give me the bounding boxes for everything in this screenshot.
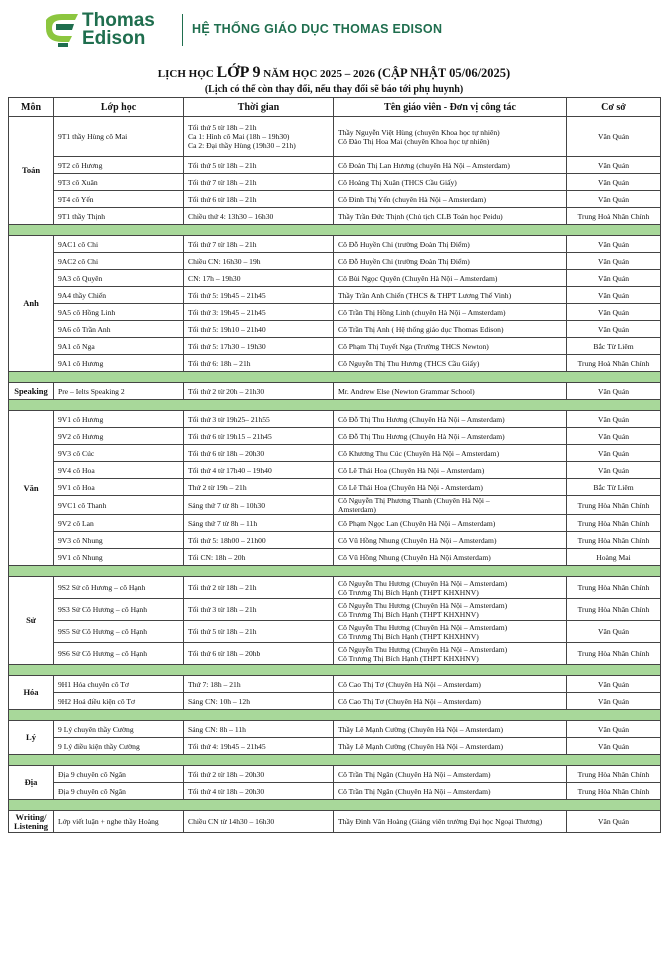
time-cell-line: Tối thứ 3: 19h45 – 21h45 [188,307,266,317]
teacher-cell-line: Thầy Lê Mạnh Cường (Chuyên Hà Nội – Amsterdam) [338,724,504,734]
time-cell [184,117,334,157]
class-cell: 9V1 cô Hương [54,411,184,428]
location-cell: Hoàng Mai [567,549,661,566]
time-cell [184,191,334,208]
class-cell: 9H1 Hóa chuyên cô Tơ [54,676,184,693]
class-cell: 9S6 Sử Cô Hương – cô Hạnh [54,643,184,665]
class-cell: Địa 9 chuyên cô Ngân [54,766,184,783]
class-cell: Địa 9 chuyên cô Ngân [54,783,184,800]
table-row [9,693,661,710]
time-cell [184,157,334,174]
location-cell: Trung Hoà Nhân Chính [567,355,661,372]
teacher-cell-line: Cô Đỗ Huyền Chi (trường Đoàn Thị Điểm) [338,239,470,249]
location-cell: Văn Quán [567,462,661,479]
location-cell: Văn Quán [567,287,661,304]
time-cell-line: Tối thứ 5: 19h45 – 21h45 [188,290,266,300]
table-row [9,811,661,833]
table-row [9,738,661,755]
brand-name [82,12,155,48]
teacher-cell-line: Mr. Andrew Else (Newton Grammar School) [338,386,475,396]
teacher-cell [334,721,567,738]
teacher-cell [334,270,567,287]
class-cell: 9A1 cô Nga [54,338,184,355]
table-row [9,676,661,693]
class-cell: 9A6 cô Trần Anh [54,321,184,338]
location-cell: Văn Quán [567,445,661,462]
class-cell: Pre – Ielts Speaking 2 [54,383,184,400]
table-row [9,783,661,800]
brand-line-1: Thomas [82,10,155,31]
class-cell: 9T1 thầy Hùng cô Mai [54,117,184,157]
teacher-cell [334,496,567,515]
teacher-cell-line: Cô Đinh Thị Yến (chuyên Hà Nội – Amsterdam) [338,194,487,204]
section-separator [9,710,661,721]
separator-cell [9,755,661,766]
table-row [9,766,661,783]
schedule-body [9,117,661,833]
time-cell [184,738,334,755]
teacher-cell [334,287,567,304]
subject-cell: Writing/ Listening [9,811,54,833]
teacher-cell [334,643,567,665]
class-cell: 9V1 cô Nhung [54,549,184,566]
time-cell [184,338,334,355]
time-cell-line: Tối thứ 4 từ 17h40 – 19h40 [188,465,272,475]
teacher-cell-line: Cô Trương Thị Bích Hạnh (THPT KHXHNV) [338,653,479,663]
teacher-cell [334,117,567,157]
location-cell: Văn Quán [567,174,661,191]
teacher-cell-line: Thầy Lê Mạnh Cường (Chuyên Hà Nội – Amsterdam) [338,741,504,751]
teacher-cell-line: Cô Phạm Ngọc Lan (Chuyên Hà Nội – Amsterdam) [338,518,496,528]
location-cell: Văn Quán [567,811,661,833]
time-cell-line: Tối thứ 4 từ 18h – 20h30 [188,786,265,796]
table-row [9,643,661,665]
teacher-cell [334,157,567,174]
time-cell-line: Tối thứ 5: 17h30 – 19h30 [188,341,266,351]
time-cell [184,532,334,549]
time-cell [184,270,334,287]
teacher-cell-line: Thầy Đinh Văn Hoàng (Giảng viên trường Đại học Ngoại Thương) [338,817,543,826]
location-cell: Văn Quán [567,383,661,400]
teacher-cell-line: Cô Nguyễn Thị Phương Thanh (Chuyên Hà Nội – [338,496,490,505]
time-cell [184,783,334,800]
teacher-cell [334,479,567,496]
section-separator [9,755,661,766]
teacher-cell-line: Cô Nguyễn Thu Hương (Chuyên Hà Nội – Amsterdam) [338,578,508,588]
class-cell: 9V3 cô Cúc [54,445,184,462]
location-cell: Văn Quán [567,676,661,693]
teacher-cell-line: Cô Nguyễn Thu Hương (Chuyên Hà Nội – Amsterdam) [338,644,508,654]
teacher-cell [334,411,567,428]
location-cell: Trung Hòa Nhân Chính [567,599,661,621]
time-cell [184,445,334,462]
location-cell: Văn Quán [567,191,661,208]
teacher-cell-line: Cô Cao Thị Tơ (Chuyên Hà Nội – Amsterdam) [338,679,481,689]
class-cell: 9V2 cô Lan [54,515,184,532]
teacher-cell-line: Cô Trương Thị Bích Hạnh (THPT KHXHNV) [338,609,479,619]
time-cell-line: Ca 1: Hình cô Mai (18h – 19h30) [188,132,290,141]
location-cell: Trung Hòa Nhân Chính [567,515,661,532]
table-row [9,117,661,157]
teacher-cell [334,236,567,253]
separator-cell [9,800,661,811]
time-cell [184,304,334,321]
teacher-cell [334,383,567,400]
teacher-cell [334,577,567,599]
time-cell [184,693,334,710]
location-cell: Văn Quán [567,253,661,270]
teacher-cell-line: Cô Trần Thị Anh ( Hệ thống giáo dục Thomas Edison) [338,324,504,334]
class-cell: 9A1 cô Hương [54,355,184,372]
teacher-cell [334,208,567,225]
separator-cell [9,400,661,411]
thomas-edison-logo-icon [42,12,80,53]
time-cell [184,721,334,738]
table-row [9,338,661,355]
time-cell-line: Tối thứ 6 từ 18h – 21h [188,194,257,204]
table-row [9,287,661,304]
table-row [9,479,661,496]
teacher-cell-line: Cô Hoàng Thị Xuân (THCS Cầu Giấy) [338,177,457,187]
location-cell: Bắc Từ Liêm [567,479,661,496]
teacher-cell [334,599,567,621]
page-header [0,0,668,60]
teacher-cell [334,515,567,532]
time-cell [184,287,334,304]
teacher-cell-line: Cô Đỗ Thị Thu Hương (Chuyên Hà Nội – Amsterdam) [338,414,505,424]
time-cell-line: Sáng thứ 7 từ 8h – 11h [188,518,258,528]
location-cell: Văn Quán [567,304,661,321]
class-cell: 9S3 Sử Cô Hương – cô Hạnh [54,599,184,621]
teacher-cell [334,738,567,755]
time-cell-line: Tối thứ 6 từ 19h15 – 21h45 [188,431,272,441]
teacher-cell-line: Thầy Trần Đức Thịnh (Chủ tịch CLB Toán học Peidu) [338,211,503,221]
time-cell [184,174,334,191]
teacher-cell-line: Cô Bùi Ngọc Quyên (Chuyên Hà Nội – Amsterdam) [338,273,498,283]
teacher-cell [334,621,567,643]
time-cell [184,355,334,372]
teacher-cell [334,253,567,270]
title-prefix: LỊCH HỌC [157,68,214,80]
location-cell: Văn Quán [567,117,661,157]
time-cell-line: Chiều thứ 4: 13h30 – 16h30 [188,211,274,221]
location-cell: Trung Hòa Nhân Chính [567,643,661,665]
teacher-cell-line: Cô Đào Thị Hoa Mai (chuyên Khoa học tự nhiên) [338,136,490,146]
teacher-cell [334,321,567,338]
teacher-cell [334,338,567,355]
time-cell-line: Tối thứ 5 từ 18h – 21h [188,160,257,170]
table-row [9,253,661,270]
time-cell [184,462,334,479]
class-cell: 9T4 cô Yến [54,191,184,208]
time-cell-line: Tối thứ 2 từ 18h – 21h [188,583,257,592]
class-cell: 9 Lý chuyên thầy Cường [54,721,184,738]
location-cell: Trung Hòa Nhân Chính [567,496,661,515]
table-row [9,304,661,321]
time-cell-line: Tối thứ 7 từ 18h – 21h [188,239,257,249]
class-cell: 9T1 thầy Thịnh [54,208,184,225]
teacher-cell-line: Cô Đỗ Huyền Chi (trường Đoàn Thị Điểm) [338,256,470,266]
class-cell: Lớp viết luận + nghe thầy Hoàng [54,811,184,833]
time-cell-line: Tối thứ 5 từ 18h – 21h [188,627,257,636]
teacher-cell-line: Cô Lê Thái Hoa (Chuyên Hà Nội – Amsterdam) [338,465,485,475]
brand-line-2: Edison [82,28,146,49]
time-cell [184,383,334,400]
teacher-cell-line: Cô Trương Thị Bích Hạnh (THPT KHXHNV) [338,587,479,597]
table-row [9,621,661,643]
time-cell [184,253,334,270]
table-row [9,174,661,191]
teacher-cell-line: Cô Khương Thu Cúc (Chuyên Hà Nội – Amsterdam) [338,448,500,458]
class-cell: 9S5 Sử Cô Hương – cô Hạnh [54,621,184,643]
class-cell: 9A3 cô Quyên [54,270,184,287]
location-cell: Văn Quán [567,236,661,253]
organization-name: HỆ THỐNG GIÁO DỤC THOMAS EDISON [192,22,443,36]
subject-cell: Speaking [9,383,54,400]
subject-cell: Lý [9,721,54,755]
table-row [9,532,661,549]
time-cell-line: Tối thứ 4: 19h45 – 21h45 [188,741,266,751]
time-cell-line: Sáng CN: 8h – 11h [188,724,246,734]
col-header-class: Lớp học [54,98,184,117]
class-cell: 9H2 Hoá điều kiện cô Tơ [54,693,184,710]
class-cell: 9A4 thầy Chiến [54,287,184,304]
teacher-cell-line: Cô Vũ Hồng Nhung (Chuyên Hà Nội – Amsterdam) [338,535,497,545]
separator-cell [9,710,661,721]
location-cell: Văn Quán [567,738,661,755]
time-cell [184,515,334,532]
class-cell: 9S2 Sử cô Hương – cô Hạnh [54,577,184,599]
location-cell: Văn Quán [567,270,661,287]
subject-cell: Văn [9,411,54,566]
teacher-cell [334,693,567,710]
location-cell: Văn Quán [567,721,661,738]
teacher-cell-line: Cô Trần Thị Ngân (Chuyên Hà Nội – Amsterdam) [338,769,491,779]
time-cell [184,549,334,566]
teacher-cell [334,549,567,566]
location-cell: Văn Quán [567,621,661,643]
separator-cell [9,225,661,236]
teacher-cell [334,811,567,833]
time-cell-line: Tối thứ 3 từ 18h – 21h [188,605,257,614]
page-subtitle: (Lịch có thể còn thay đổi, nếu thay đổi sẽ báo tới phụ huynh) [204,84,464,95]
time-cell-line: Tối thứ 5 từ 18h – 21h [188,123,257,132]
table-header-row [9,98,661,117]
time-cell-line: Tối thứ 5: 18h00 – 21h00 [188,535,266,545]
time-cell [184,321,334,338]
table-row [9,577,661,599]
title-class: LỚP 9 [216,64,261,81]
col-header-location: Cơ sở [567,98,661,117]
time-cell-line: Tối thứ 3 từ 19h25– 21h55 [188,414,270,424]
time-cell [184,577,334,599]
time-cell-line: Sáng CN: 10h – 12h [188,696,251,706]
separator-cell [9,566,661,577]
time-cell [184,428,334,445]
section-separator [9,225,661,236]
subject-cell: Sử [9,577,54,665]
teacher-cell-line: Cô Trần Thị Hồng Linh (chuyên Hà Nội – Amsterdam) [338,307,506,317]
table-row [9,549,661,566]
teacher-cell [334,783,567,800]
table-row [9,355,661,372]
teacher-cell-line: Cô Vũ Hồng Nhung (Chuyên Hà Nội Amsterdam) [338,552,491,562]
teacher-cell-line: Thầy Nguyễn Việt Hùng (chuyên Khoa học tự nhiên) [338,127,500,137]
teacher-cell [334,676,567,693]
table-row [9,462,661,479]
time-cell [184,766,334,783]
time-cell [184,676,334,693]
time-cell-line: Tối thứ 6: 18h – 21h [188,358,251,368]
time-cell-line: Ca 2: Đại thầy Hùng (19h30 – 21h) [188,141,296,150]
subject-cell: Hóa [9,676,54,710]
class-cell: 9V3 cô Nhung [54,532,184,549]
time-cell-line: Tối thứ 5: 19h10 – 21h40 [188,324,266,334]
table-row [9,157,661,174]
header-divider [182,14,183,46]
class-cell: 9T2 cô Hương [54,157,184,174]
time-cell [184,811,334,833]
separator-cell [9,665,661,676]
teacher-cell [334,174,567,191]
location-cell: Trung Hòa Nhân Chính [567,577,661,599]
time-cell [184,236,334,253]
teacher-cell-line: Amsterdam) [338,505,376,514]
class-cell: 9A5 cô Hồng Linh [54,304,184,321]
time-cell-line: Tối thứ 2 từ 20h – 21h30 [188,386,265,396]
time-cell-line: Tối thứ 2 từ 18h – 20h30 [188,769,265,779]
location-cell: Văn Quán [567,321,661,338]
class-cell: 9V1 cô Hoa [54,479,184,496]
time-cell [184,643,334,665]
time-cell-line: Tối thứ 6 từ 18h – 20h30 [188,448,265,458]
section-separator [9,400,661,411]
section-separator [9,800,661,811]
schedule-table [8,97,661,833]
teacher-cell-line: Cô Trần Thị Ngân (Chuyên Hà Nội – Amsterdam) [338,786,491,796]
teacher-cell [334,304,567,321]
class-cell: 9AC2 cô Chi [54,253,184,270]
teacher-cell [334,462,567,479]
table-row [9,721,661,738]
time-cell-line: Tối CN: 18h – 20h [188,552,246,562]
time-cell [184,208,334,225]
time-cell [184,479,334,496]
time-cell [184,411,334,428]
table-row [9,445,661,462]
location-cell: Trung Hòa Nhân Chính [567,783,661,800]
teacher-cell-line: Cô Nguyễn Thị Thu Hương (THCS Cầu Giấy) [338,358,480,368]
location-cell: Văn Quán [567,157,661,174]
class-cell: 9V4 cô Hoa [54,462,184,479]
time-cell [184,621,334,643]
subject-cell: Địa [9,766,54,800]
teacher-cell-line: Cô Cao Thị Tơ (Chuyên Hà Nội – Amsterdam) [338,696,481,706]
col-header-subject: Môn [9,98,54,117]
time-cell [184,599,334,621]
section-separator [9,665,661,676]
teacher-cell [334,766,567,783]
location-cell: Trung Hoà Nhân Chính [567,208,661,225]
teacher-cell [334,191,567,208]
location-cell: Bắc Từ Liêm [567,338,661,355]
teacher-cell [334,532,567,549]
class-cell: 9T3 cô Xuân [54,174,184,191]
teacher-cell-line: Thầy Trần Anh Chiến (THCS & THPT Lương Thế Vinh) [338,290,512,300]
section-separator [9,372,661,383]
class-cell: 9 Lý điều kiện thầy Cường [54,738,184,755]
location-cell: Văn Quán [567,411,661,428]
teacher-cell-line: Cô Trương Thị Bích Hạnh (THPT KHXHNV) [338,631,479,641]
table-row [9,411,661,428]
teacher-cell-line: Cô Lê Thái Hoa (Chuyên Hà Nội - Amsterdam) [338,482,483,492]
teacher-cell [334,445,567,462]
table-row [9,321,661,338]
subject-cell: Anh [9,236,54,372]
table-row [9,270,661,287]
separator-cell [9,372,661,383]
teacher-cell-line: Cô Nguyễn Thu Hương (Chuyên Hà Nội – Amsterdam) [338,600,508,610]
table-row [9,208,661,225]
table-row [9,496,661,515]
time-cell-line: Thứ 2 từ 19h – 21h [188,482,247,492]
teacher-cell [334,428,567,445]
teacher-cell-line: Cô Đoàn Thị Lan Hương (chuyên Hà Nội – Amsterdam) [338,160,510,170]
time-cell-line: Chiều CN từ 14h30 – 16h30 [188,817,275,826]
table-row [9,428,661,445]
subject-cell: Toán [9,117,54,225]
table-row [9,599,661,621]
location-cell: Văn Quán [567,428,661,445]
teacher-cell-line: Cô Nguyễn Thu Hương (Chuyên Hà Nội – Amsterdam) [338,622,508,632]
time-cell-line: Sáng thứ 7 từ 8h – 10h30 [188,500,265,510]
table-row [9,236,661,253]
teacher-cell-line: Cô Đỗ Thị Thu Hương (Chuyên Hà Nội – Amsterdam) [338,431,505,441]
location-cell: Trung Hòa Nhân Chính [567,766,661,783]
time-cell-line: Tối thứ 6 từ 18h – 20hb [188,649,261,658]
location-cell: Văn Quán [567,693,661,710]
table-row [9,515,661,532]
col-header-time: Thời gian [184,98,334,117]
location-cell: Trung Hòa Nhân Chính [567,532,661,549]
table-row [9,383,661,400]
class-cell: 9AC1 cô Chi [54,236,184,253]
time-cell-line: Tối thứ 7 từ 18h – 21h [188,177,257,187]
title-update: (CẬP NHẬT 05/06/2025) [377,66,511,80]
class-cell: 9VC1 cô Thanh [54,496,184,515]
section-separator [9,566,661,577]
class-cell: 9V2 cô Hương [54,428,184,445]
title-year: NĂM HỌC 2025 – 2026 [263,68,376,80]
time-cell [184,496,334,515]
time-cell-line: CN: 17h – 19h30 [188,273,241,283]
time-cell-line: Chiều CN: 16h30 – 19h [188,256,261,266]
time-cell-line: Thứ 7: 18h – 21h [188,679,241,689]
teacher-cell-line: Cô Phạm Thị Tuyết Nga (Trường THCS Newton) [338,341,489,351]
teacher-cell [334,355,567,372]
col-header-teacher: Tên giáo viên - Đơn vị công tác [334,98,567,117]
page-title [0,64,668,82]
table-row [9,191,661,208]
